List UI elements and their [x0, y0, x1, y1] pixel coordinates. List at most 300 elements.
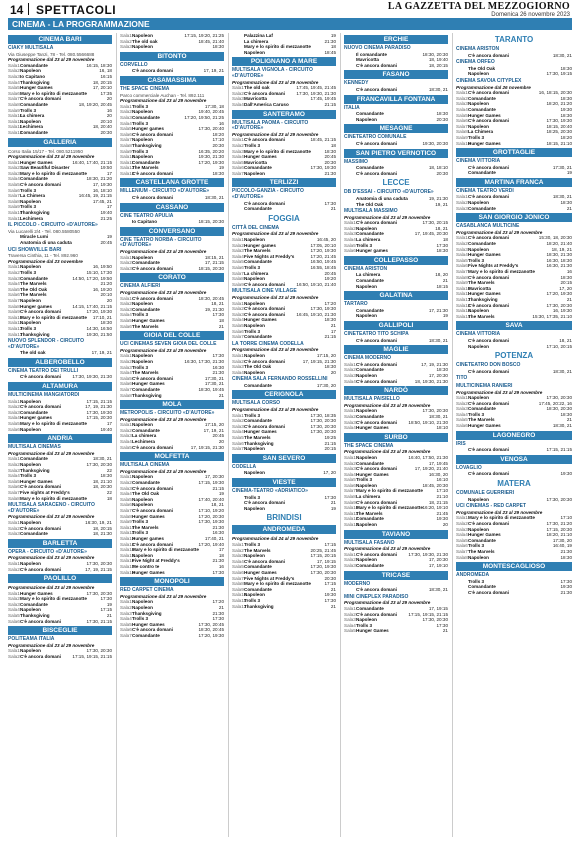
film-title: Comandante [132, 427, 160, 433]
screen-number: Sala5 [456, 537, 468, 543]
programme-dates: Programmazione dal 23 al 29 novembre [8, 642, 95, 648]
showtimes: 17, 19, 21:30 [85, 404, 112, 410]
showtimes: 17:30, 18:35 [310, 412, 336, 418]
screen-number: Sala8 [456, 554, 468, 560]
listing-row [232, 334, 336, 340]
screen-number: Sala9 [8, 309, 20, 315]
programme-dates: Programmazione dal 23 novembre [8, 258, 83, 264]
showtimes: 17, 19:15, 21:30 [302, 358, 336, 364]
film-title: Comandante [244, 259, 272, 265]
showtimes: 18:20 [212, 131, 224, 137]
showtimes: 21 [330, 322, 336, 328]
showtimes: 18:30, 21 [552, 194, 572, 200]
showtimes: 18:30, 20:30 [422, 51, 448, 57]
screen-number: Sala2 [344, 611, 356, 617]
showtimes: 17:30, 20:30 [310, 418, 336, 424]
film-title: Napoleon [20, 519, 41, 525]
listing-row [344, 628, 448, 634]
showtimes: 17:30, 19:30, 21:30 [296, 90, 336, 96]
screen-number: Sala6 [456, 118, 468, 124]
showtimes: 20 [442, 522, 448, 528]
showtimes: 18:30 [212, 44, 224, 50]
film-title: Comandante [356, 563, 384, 568]
film-title: C'è ancora domani [356, 466, 397, 472]
screen-number: Sala3 [8, 531, 20, 537]
film-title: C'è ancora domani [244, 90, 285, 96]
showtimes: 19 [330, 33, 336, 38]
screen-number: Sala2 [456, 241, 468, 247]
screen-number: Sala4 [232, 369, 244, 375]
showtimes: 18:30, 21 [552, 52, 572, 58]
film-title: Hunger Games [20, 478, 53, 484]
screen-number: Sala2 [120, 301, 132, 307]
showtimes: 16:15 [100, 73, 112, 79]
film-title: Napoleon [132, 604, 153, 610]
showtimes: 18:30, 21 [204, 195, 224, 201]
showtimes: 17:30, 20:30 [310, 569, 336, 575]
cinema-name: CINEMA VITTORIA [456, 158, 501, 165]
showtimes: 18:30 [560, 200, 572, 206]
screen-number: Sala3 [344, 231, 356, 237]
film-title: C'è ancora domani [468, 52, 509, 58]
film-title: Comandante [132, 260, 160, 266]
film-title: Comandante [132, 114, 160, 120]
listing-row [344, 202, 448, 208]
cinema-name: CINEMA MODERNO [344, 355, 392, 362]
cinema-name: MULTISALA FASANO [344, 539, 395, 546]
city-heading: CASTELLANA GROTTE [120, 178, 224, 187]
showtimes: 16:15, 18:30 [86, 62, 112, 68]
film-title: Thanksgiving [468, 296, 498, 302]
screen-number: Sala5 [120, 317, 132, 323]
film-title: Dall'America Caruso [244, 101, 289, 107]
screen-number: Sala3 [456, 101, 468, 107]
film-title: C'è ancora domani [244, 200, 285, 206]
film-title: Hunger Games [244, 569, 277, 575]
film-title: Comandante [356, 413, 384, 419]
listing-row [120, 266, 224, 272]
showtimes: 20:30 [436, 170, 448, 176]
screen-number: Sala1 [456, 395, 468, 401]
film-title: Thanksgiving [244, 603, 274, 609]
film-title: C'è ancora domani [132, 295, 173, 301]
film-title: Napoleon [244, 553, 265, 559]
film-title: Mary e lo spirito di mezzanotte [132, 547, 199, 553]
film-title: Comandante [132, 632, 160, 638]
listing-row [120, 393, 224, 399]
listing-row [8, 216, 112, 222]
city-heading: TRICASE [344, 571, 448, 580]
showtimes: 16:30, 20 [428, 471, 448, 477]
film-title: C'è ancora domani [132, 170, 173, 176]
showtimes: 17, 19:10 [428, 563, 448, 568]
film-title: C'è ancora domani [132, 375, 173, 381]
film-title: Napoleon [244, 237, 265, 243]
listing-row [232, 604, 336, 610]
screen-number: Sala8 [8, 101, 20, 107]
film-title: Mary e lo spirito di mezzanotte [20, 495, 87, 501]
programme-dates: Programmazione dal 23 al 29 novembre [120, 347, 207, 353]
screen-number: Sala8 [120, 392, 132, 398]
showtimes: 18, 20 [435, 272, 448, 278]
showtimes: 17:15, 19:30 [198, 480, 224, 486]
showtimes: 18, 19:20, 20:45 [78, 101, 112, 107]
programme-dates: Programmazione dal 23 al 29 novembre [344, 402, 431, 408]
film-title: Lechimera [20, 215, 43, 221]
film-title: Mary e lo spirito di mezzanotte [20, 170, 87, 176]
showtimes: 17:30, 20 [552, 537, 572, 543]
showtimes: 16:45, 20 [316, 237, 336, 243]
city-heading: LECCE [382, 178, 410, 188]
showtimes: 17:20, 19:50, 21:25 [184, 114, 224, 120]
screen-number: Sala12 [120, 535, 135, 541]
screen-number: Sala5 [8, 85, 20, 91]
showtimes: 17:30, 19:15 [546, 71, 572, 77]
screen-number: Sala11 [344, 510, 358, 516]
screen-number: Sala7 [456, 548, 468, 554]
showtimes: 17:30, 20:30 [422, 408, 448, 414]
showtimes: 18 [442, 237, 448, 243]
film-title: C'è ancora domani [20, 182, 61, 188]
screen-number: Sala3 [232, 364, 244, 370]
screen-number: Sala2 [8, 525, 20, 531]
showtimes: 18:30 [436, 248, 448, 254]
film-title: Hunger Games [468, 112, 501, 118]
listing-row [456, 141, 572, 147]
film-title: Five Nights at Freddy's [244, 575, 295, 581]
film-title: The Old Oak [468, 65, 496, 71]
screen-number: Sala2 [232, 90, 244, 96]
film-title: Thanksgiving [132, 392, 162, 398]
film-title: Napoleon [356, 372, 377, 378]
programme-dates: Programmazione dal 23 al 29 novembre [120, 290, 207, 295]
film-title: Trolls 3 [244, 142, 261, 148]
film-title: C'è ancora domani [244, 500, 285, 506]
screen-number: Sala13 [120, 170, 135, 176]
listing-row [8, 619, 112, 625]
city-heading: MESAGNE [344, 124, 448, 133]
film-title: C'è ancora domani [20, 96, 61, 102]
city-heading: SURBO [344, 433, 448, 442]
showtimes: 15:30, 17:35, 21:10 [532, 313, 572, 319]
cinema-name: MULTISALA CINE VILLAGE [232, 288, 297, 295]
screen-number: Sala10 [456, 140, 471, 146]
film-title: The old oak [132, 38, 158, 44]
film-title: Comandante [20, 101, 48, 107]
screen-number: Sala6 [8, 426, 20, 432]
city-heading: CASSANO [120, 203, 224, 212]
screen-number: Sala7 [120, 386, 132, 392]
screen-number: Sala6 [232, 569, 244, 575]
screen-number: Sala9 [456, 280, 468, 286]
film-title: Comandante [468, 406, 496, 412]
film-title: Lechimera [132, 439, 155, 445]
showtimes: 17:30, 20:30 [546, 496, 572, 502]
showtimes: 17:30, 20:30 [422, 617, 448, 623]
film-title: Me contro te [132, 563, 160, 569]
film-title: Trolls 3 [132, 148, 149, 154]
cinema-name: MULTISALA PAISIELLO [344, 396, 400, 403]
showtimes: 16:30, 18:30 [546, 257, 572, 263]
film-title: Napoleon [132, 474, 153, 480]
screen-number: Sala1 [232, 300, 244, 306]
film-title: Comandante [244, 206, 272, 212]
cinema-name: MULTICINEMA MANGIATORDI [8, 392, 80, 399]
city-heading: BARLETTA [8, 539, 112, 548]
listing-row [8, 350, 112, 356]
screen-number: Sala3 [120, 44, 132, 50]
film-title: C'è ancora domani [356, 499, 397, 505]
film-title: Trolls 3 [132, 530, 149, 536]
showtimes: 18:45 [324, 49, 336, 55]
screen-number: Sala4 [120, 439, 132, 445]
listing-row [232, 383, 336, 389]
screen-number: Sala4 [456, 532, 468, 538]
showtimes: 17:15, 21:15 [546, 447, 572, 453]
screen-number: Sala5 [232, 564, 244, 570]
film-title: Hunger Games [468, 252, 501, 258]
showtimes: 17, 19:15 [428, 605, 448, 611]
screen-number: Sala1 [8, 590, 20, 596]
film-title: Hunger Games [132, 513, 165, 519]
programme-dates: Programmazione dal 23 al 29 novembre [344, 546, 431, 552]
cinema-name: UCI SHOWVILLE BARI [8, 246, 62, 253]
screen-number: Sala3 [456, 246, 468, 252]
showtimes: 20:45 [212, 433, 224, 439]
film-title: Napoleon [468, 395, 489, 401]
film-title: Hunger Games [244, 429, 277, 435]
showtimes: 17:20, 19:40 [198, 541, 224, 547]
film-title: Hunger Games [132, 381, 165, 387]
city-heading: ALBEROBELLO [8, 358, 112, 367]
film-title: Comandante [244, 418, 272, 424]
screen-number: Sala4 [120, 491, 132, 497]
showtimes: 19:30 [560, 584, 572, 590]
showtimes: 18:20, 21:40 [546, 241, 572, 247]
film-title: Napoleon [20, 648, 41, 654]
screen-number: Sala1 [456, 194, 468, 200]
film-title: C'è ancora domani [356, 220, 397, 226]
listing-row [120, 633, 224, 639]
cinema-name: TARTARO [344, 301, 368, 308]
showtimes: 18, 19:40 [428, 57, 448, 63]
film-title: Trolls 3 [468, 257, 485, 263]
programme-dates: Programmazione dal 23 al 29 novembre [120, 593, 207, 599]
showtimes: 19:50 [100, 165, 112, 171]
listing-row [344, 63, 448, 69]
film-title: Hunger games [20, 415, 52, 421]
film-title: Hunger Games [468, 291, 501, 297]
screen-number: Sala1 [120, 599, 132, 605]
city-heading: FOGGIA [268, 213, 300, 223]
programme-dates: Programmazione dal 23 al 29 novembre [8, 450, 95, 456]
film-title: Napoleon [468, 308, 489, 314]
cinema-name: CINEMA SALA FERNANDO ROSSELLINI [232, 376, 328, 383]
showtimes: 17:10 [436, 488, 448, 494]
film-title: Trolls 3 [132, 519, 149, 525]
film-title: Napoleon [132, 353, 153, 359]
showtimes: 17:30, 21 [204, 381, 224, 387]
screen-number: Sala8 [8, 495, 20, 501]
film-title: Comandante [20, 531, 48, 537]
showtimes: 17 [330, 328, 336, 334]
film-title: Five nights at Freddy's [20, 489, 70, 495]
showtimes: 21:15 [324, 101, 336, 107]
film-title: Hunger Games [468, 140, 501, 146]
showtimes: 18, 21:10 [92, 478, 112, 484]
cinema-name: NUOVO SPLENDOR - CIRCUITO «D'AUTORE» [8, 338, 85, 350]
film-title: Napoleon [20, 560, 41, 566]
screen-number: Sala9 [344, 499, 356, 505]
showtimes: 16:35, 20:20 [198, 148, 224, 154]
showtimes: 17, 19:30 [92, 182, 112, 188]
film-title: Trolls 3 [20, 204, 37, 210]
listing-row [344, 313, 448, 319]
showtimes: 16:40, 17:50, 21:30 [408, 454, 448, 460]
showtimes: 21:10 [436, 494, 448, 500]
showtimes: 16 [566, 269, 572, 274]
showtimes: 17:30 [560, 578, 572, 584]
showtimes: 18, 21 [435, 225, 448, 231]
showtimes: 18:30 [324, 148, 336, 154]
showtimes: 17:10, 21 [92, 314, 112, 320]
city-heading: ERCHIE [344, 35, 448, 44]
showtimes: 18 [330, 142, 336, 148]
screen-number: Sala1 [344, 220, 356, 226]
screen-number: Sala9 [232, 586, 244, 592]
film-title: C'è ancora domani [356, 86, 397, 92]
showtimes: 17:30, 20:30 [310, 423, 336, 429]
showtimes: 18:30, 20:45 [198, 627, 224, 633]
cinema-name: CINETEATRO DON BOSCO [456, 362, 521, 369]
cinema-name: UCI CINEMAS - RED CARPET [456, 503, 527, 510]
showtimes: 20 [106, 297, 112, 303]
showtimes: 21:30 [324, 38, 336, 44]
city-heading: GROTTAGLIE [456, 148, 572, 157]
city-heading: PAOLILLO [8, 574, 112, 583]
showtimes: 17:15 [324, 541, 336, 547]
showtimes: 19 [442, 313, 448, 319]
showtimes: 18:30, 21:20 [86, 176, 112, 182]
film-title: Comandante [356, 307, 384, 313]
cinema-name: MULTISALA CORSO [232, 400, 281, 407]
film-title: Napoleon [20, 198, 41, 204]
showtimes: 16:30, 17:30, 21:30 [184, 358, 224, 364]
film-title: Mary e lo spirito di mezzanotte [20, 314, 87, 320]
film-title: Napoleon [20, 462, 41, 467]
film-title: C'è ancora domani [244, 137, 285, 143]
showtimes: 16, 19:30 [552, 308, 572, 314]
showtimes: 16:40, 19 [552, 543, 572, 549]
film-title: Five Night at Freddy's [132, 558, 180, 564]
film-title: Hunger Games [244, 317, 277, 323]
screen-number: Sala13 [8, 331, 23, 337]
film-title: C'è ancora domani [356, 419, 397, 425]
showtimes: 22 [106, 489, 112, 495]
screen-number: Sala17 [120, 563, 135, 569]
listing-row [232, 282, 336, 288]
showtimes: 16:30, 19, 21 [85, 519, 112, 525]
film-title: Comandante [356, 516, 384, 522]
screen-number: Sala12 [120, 165, 135, 171]
city-heading: GALLIPOLI [344, 321, 448, 330]
screen-number: Sala2 [456, 521, 468, 526]
showtimes: 18:30, 21 [428, 587, 448, 593]
screen-number: Sala5 [120, 444, 132, 450]
film-title: C'è ancora domani [356, 361, 397, 367]
showtimes: 18 [218, 317, 224, 323]
screen-number: Sala11 [456, 291, 470, 297]
column-rule [116, 33, 117, 837]
showtimes: 16:30, 21:30 [546, 263, 572, 269]
showtimes: 20:15 [560, 280, 572, 286]
showtimes: 19:30, 21:30 [198, 154, 224, 160]
screen-number: Sala7 [8, 96, 20, 102]
film-title: C'è ancora domani [468, 90, 509, 96]
cinema-name: CINEMA ARISTON [344, 265, 388, 272]
film-title: Comandante [468, 241, 496, 247]
cinema-name: MULTISALA MASSIMO [344, 208, 398, 215]
city-heading: COLLEPASSO [344, 256, 448, 265]
showtimes: 17:30 [212, 312, 224, 318]
film-title: Palazzina Laf [244, 33, 273, 38]
film-title: La chimera [356, 237, 381, 243]
screen-number: Sala1 [232, 137, 244, 143]
film-title: Comandante [356, 605, 384, 611]
film-title: Comandante [20, 275, 48, 281]
listing-row [232, 370, 336, 376]
showtimes: 18:15, 20:40 [546, 123, 572, 129]
showtimes: 21:30 [212, 610, 224, 616]
screen-number: Sala1 [120, 353, 132, 359]
film-title: C'è ancora domani [356, 337, 397, 343]
showtimes: 17:15, 19:15, 21:15 [72, 654, 112, 660]
screen-number: Sala1 [344, 605, 356, 611]
film-title: The Marvels [20, 292, 47, 298]
showtimes: 17:20, 19:30 [198, 632, 224, 638]
programme-dates: Programmazione dal 23 al 29 novembre [344, 449, 431, 455]
film-title: Napoleon [244, 322, 265, 328]
showtimes: 20:30 [324, 575, 336, 581]
screen-number: Sala2 [344, 460, 356, 466]
film-title: C'è ancora domani [468, 521, 509, 526]
screen-number: Sala4 [232, 558, 244, 564]
cinema-name: IRIS [456, 440, 466, 447]
film-title: Mary e lo spirito di mezzanotte [468, 269, 535, 274]
showtimes: 18:30, 21 [552, 423, 572, 429]
showtimes: 17:15 [324, 581, 336, 587]
film-title: Napoleon [468, 496, 489, 502]
showtimes: 17:30, 20:45 [198, 621, 224, 627]
showtimes: 20 [218, 439, 224, 445]
screen-number: Sala3 [8, 275, 20, 281]
film-title: Thanksgiving [20, 467, 50, 473]
showtimes: 17:30, 19:30 [310, 165, 336, 171]
film-title: Napoleon [244, 446, 265, 452]
film-title: Mavricotta [356, 57, 379, 63]
showtimes: 18, 19:30, 21:30 [414, 378, 448, 384]
cinema-name: CINEMA-TEATRO «ADRIATICO» [232, 488, 308, 494]
city-heading: TAVIANO [344, 530, 448, 539]
showtimes: 18:30, 21 [92, 456, 112, 462]
screen-number: Sala5 [232, 435, 244, 441]
showtimes: 21:30 [324, 170, 336, 176]
showtimes: 18, 21 [211, 301, 224, 307]
screen-number: Sala5 [8, 182, 20, 188]
film-title: Thanksgiving [132, 142, 162, 148]
film-title: Trolls 3 [132, 616, 149, 622]
showtimes: 17:15 [100, 607, 112, 613]
